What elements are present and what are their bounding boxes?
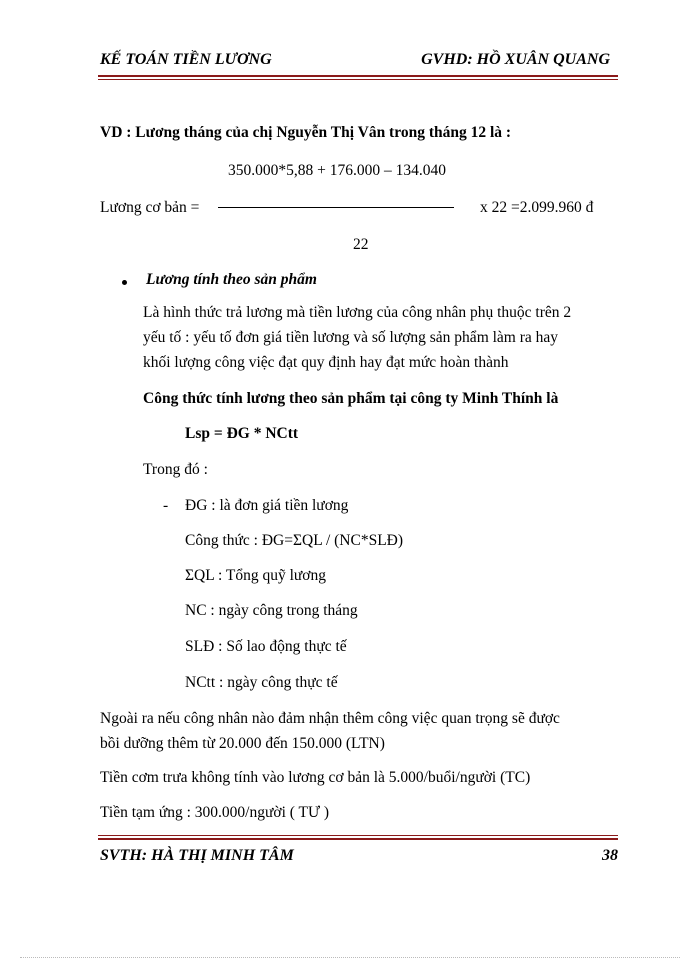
footer-left: SVTH: HÀ THỊ MINH TÂM [100,847,294,864]
list-item: NCtt : ngày công thực tế [185,674,338,691]
where-label: Trong đó : [143,461,208,478]
paragraph-line: khối lượng công việc đạt quy định hay đạt mức hoàn thành [143,354,509,371]
extra-line: Tiền tạm ứng : 300.000/người ( TƯ ) [100,804,330,821]
example-result: x 22 =2.099.960 đ [480,199,594,216]
formula: Lsp = ĐG * NCtt [185,425,299,442]
page-number: 38 [602,847,618,864]
paragraph-line: yếu tố : yếu tố đơn giá tiền lương và số lượng sản phẩm làm ra hay [143,329,559,346]
page-edge [20,957,680,958]
extra-line: Ngoài ra nếu công nhân nào đảm nhận thêm công việc quan trọng sẽ được [100,710,560,727]
list-item: Công thức : ĐG=ΣQL / (NC*SLĐ) [185,532,404,549]
list-item: NC : ngày công trong tháng [185,602,358,619]
fraction-line [218,207,454,208]
paragraph-line: Là hình thức trả lương mà tiền lương của công nhân phụ thuộc trên 2 [143,304,572,321]
header-rule [98,75,618,77]
header-left: KẾ TOÁN TIỀN LƯƠNG [100,51,272,68]
example-label: Lương cơ bản = [100,199,200,216]
list-dash: - [163,497,169,514]
list-item: ΣQL : Tổng quỹ lương [185,567,327,584]
footer-rule-thin [98,835,618,836]
bullet-icon [122,280,127,285]
example-denominator: 22 [353,236,369,253]
header-rule-thin [98,79,618,80]
list-item: ĐG : là đơn giá tiền lương [185,497,349,514]
example-title: VD : Lương tháng của chị Nguyễn Thị Vân trong tháng 12 là : [100,124,512,141]
extra-line: Tiền cơm trưa không tính vào lương cơ bản là 5.000/buổi/người (TC) [100,769,531,786]
example-numerator: 350.000*5,88 + 176.000 – 134.040 [228,162,446,179]
header-right: GVHD: HỒ XUÂN QUANG [421,51,610,68]
extra-line: bồi dưỡng thêm từ 20.000 đến 150.000 (LTN) [100,735,385,752]
footer-rule [98,838,618,840]
section-heading: Lương tính theo sản phẩm [146,271,317,288]
formula-title: Công thức tính lương theo sản phẩm tại công ty Minh Thính là [143,390,559,407]
list-item: SLĐ : Số lao động thực tế [185,638,347,655]
